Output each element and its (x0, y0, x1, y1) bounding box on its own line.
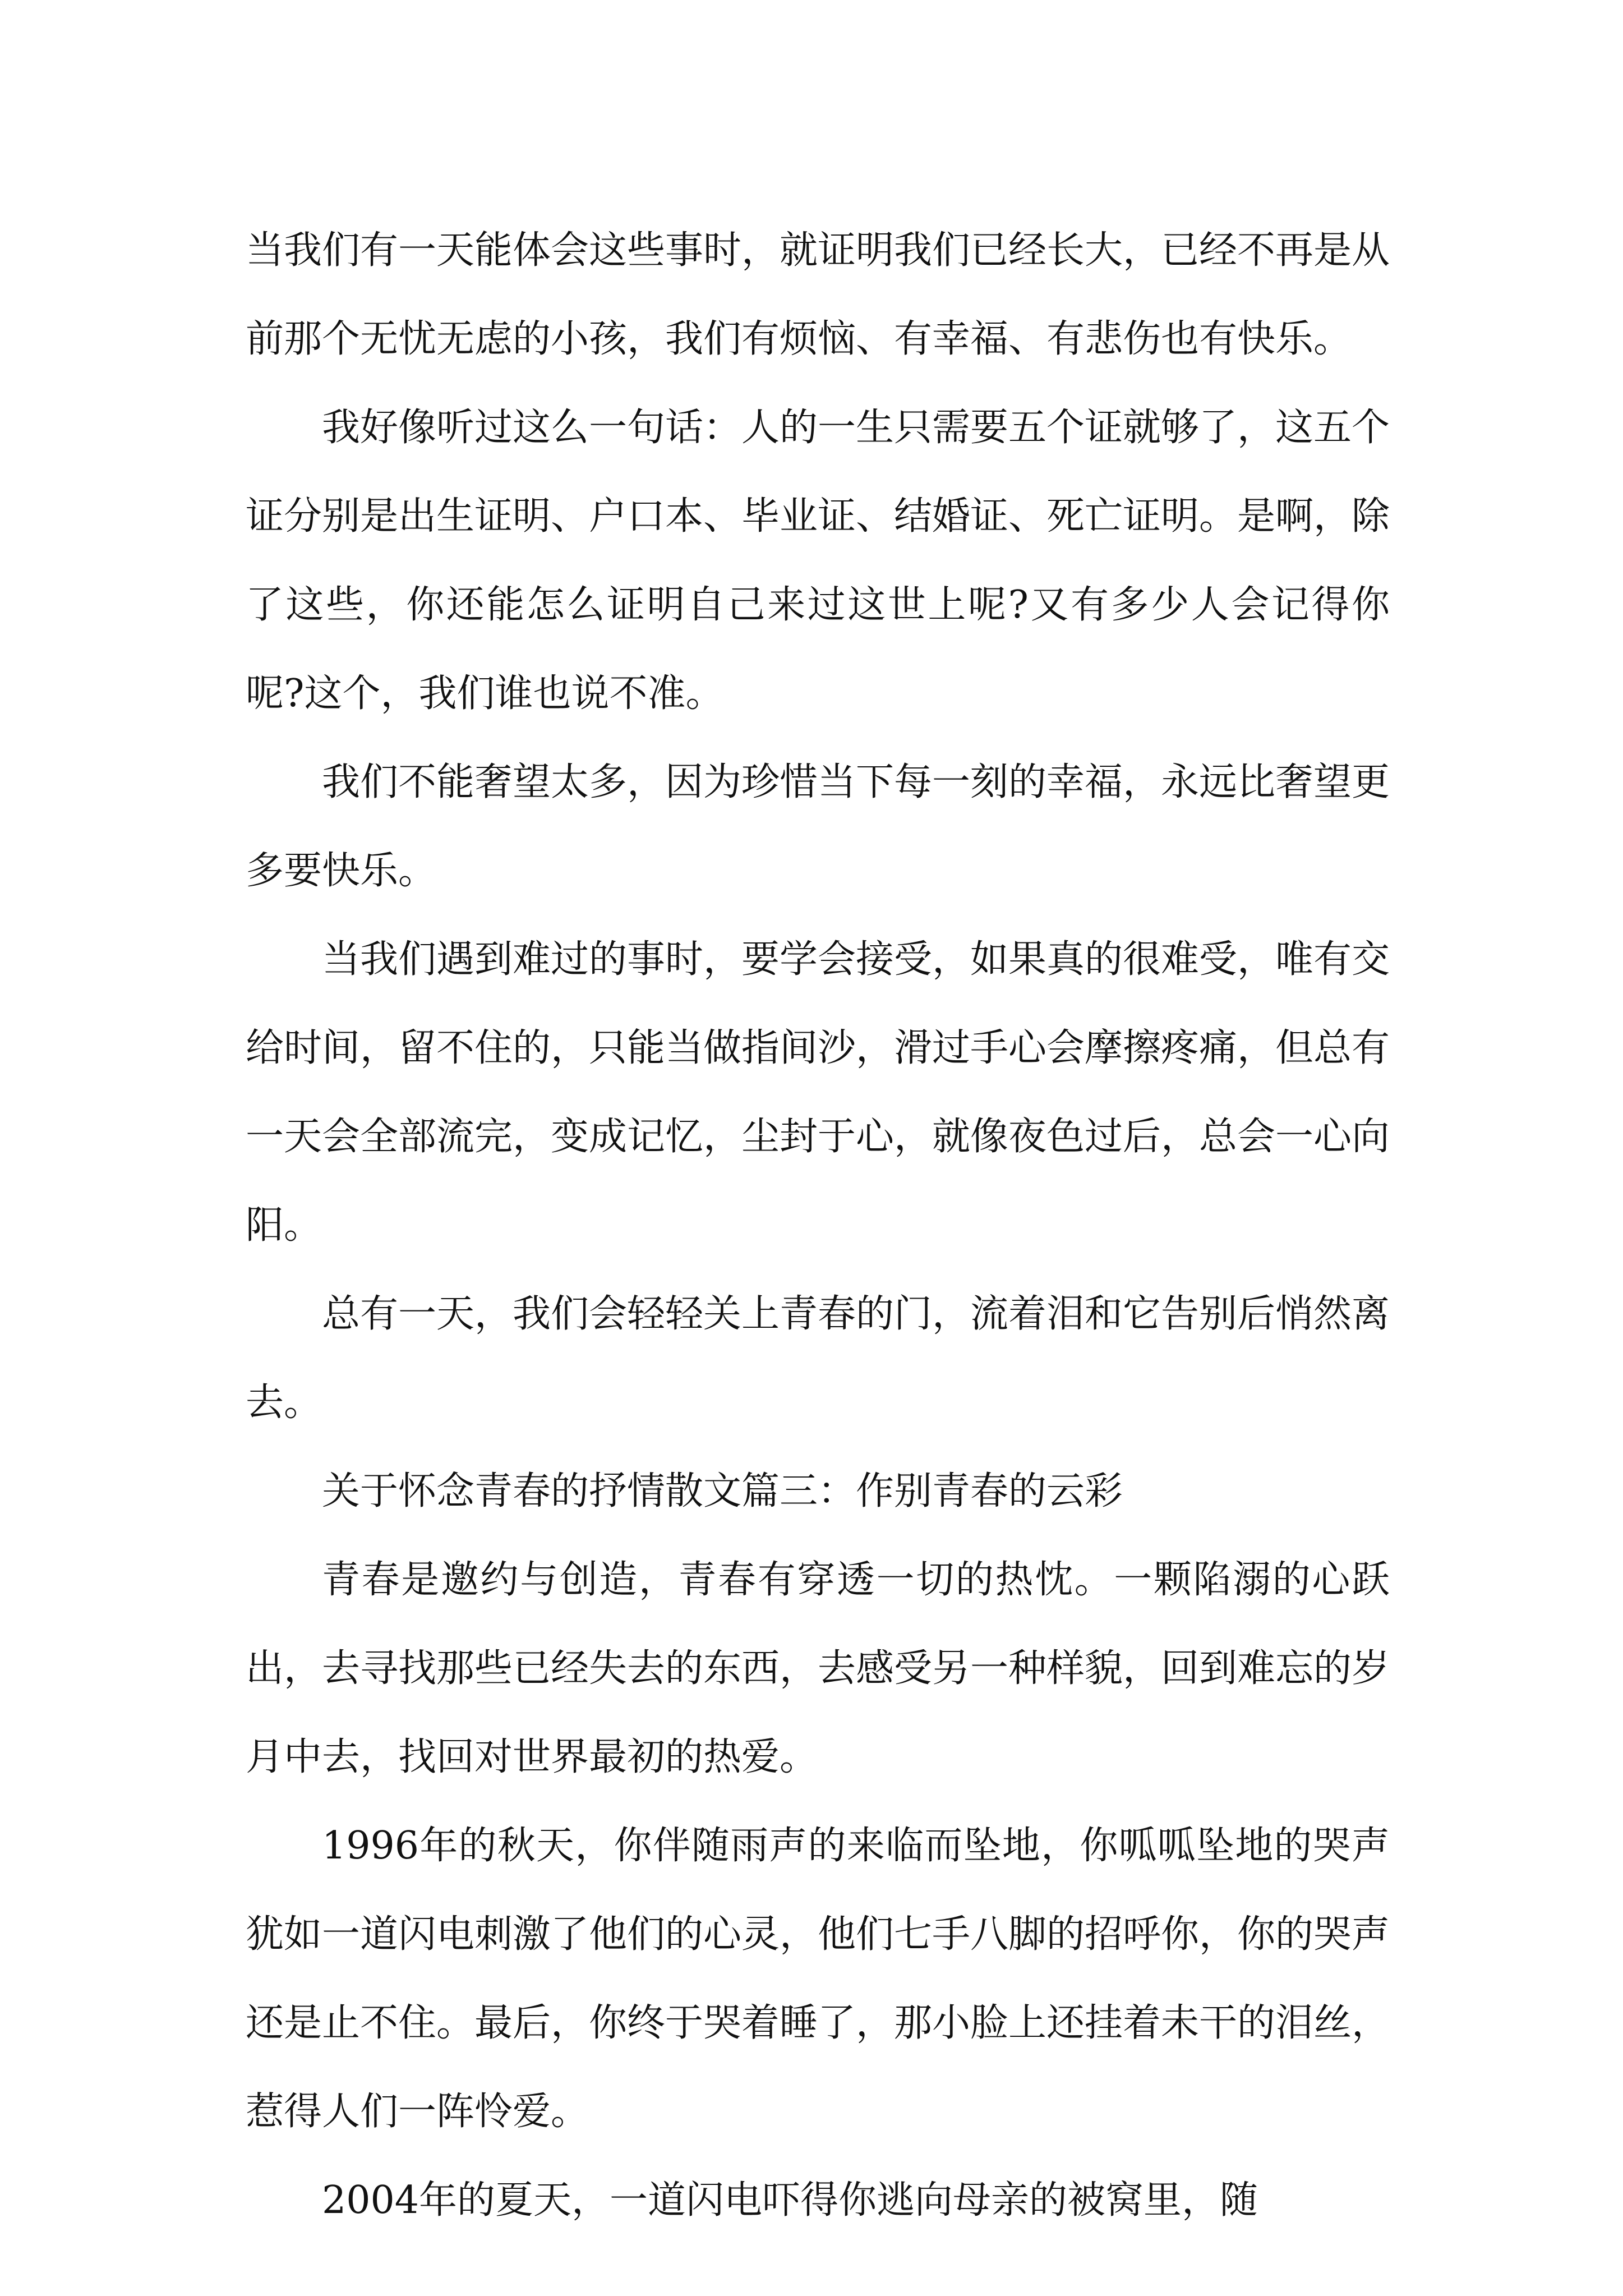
paragraph-1: 当我们有一天能体会这些事时，就证明我们已经长大，已经不再是从前那个无忧无虑的小孩，我们有烦恼、有幸福、有悲伤也有快乐。 (246, 228, 1390, 361)
paragraph-8: 2004年的夏天，一道闪电吓得你逃向母亲的被窝里，随 (322, 2178, 1258, 2223)
body-text (246, 206, 1390, 2245)
paragraph-4: 当我们遇到难过的事时，要学会接受，如果真的很难受，唯有交给时间，留不住的，只能当做指间沙，滑过手心会摩擦疼痛，但总有一天会全部流完，变成记忆，尘封于心，就像夜色过后，总会一心向阳。 (246, 937, 1390, 1248)
paragraph-3: 我们不能奢望太多，因为珍惜当下每一刻的幸福，永远比奢望更多要快乐。 (246, 760, 1390, 893)
paragraph-6: 青春是邀约与创造，青春有穿透一切的热忱。一颗陷溺的心跃出，去寻找那些已经失去的东西，去感受另一种样貌，回到难忘的岁月中去，找回对世界最初的热爱。 (246, 1558, 1390, 1779)
paragraph-2: 我好像听过这么一句话：人的一生只需要五个证就够了，这五个证分别是出生证明、户口本、毕业证、结婚证、死亡证明。是啊，除了这些，你还能怎么证明自己来过这世上呢?又有多少人会记得你呢?这个，我们谁也说不准。 (246, 406, 1390, 716)
paragraph-7: 1996年的秋天，你伴随雨声的来临而坠地，你呱呱坠地的哭声犹如一道闪电刺激了他们的心灵，他们七手八脚的招呼你，你的哭声还是止不住。最后，你终于哭着睡了，那小脸上还挂着未干的泪丝，惹得人们一阵怜爱。 (246, 1824, 1390, 2134)
section-heading: 关于怀念青春的抒情散文篇三：作别青春的云彩 (322, 1469, 1123, 1513)
paragraph-5: 总有一天，我们会轻轻关上青春的门，流着泪和它告别后悄然离去。 (246, 1292, 1390, 1425)
